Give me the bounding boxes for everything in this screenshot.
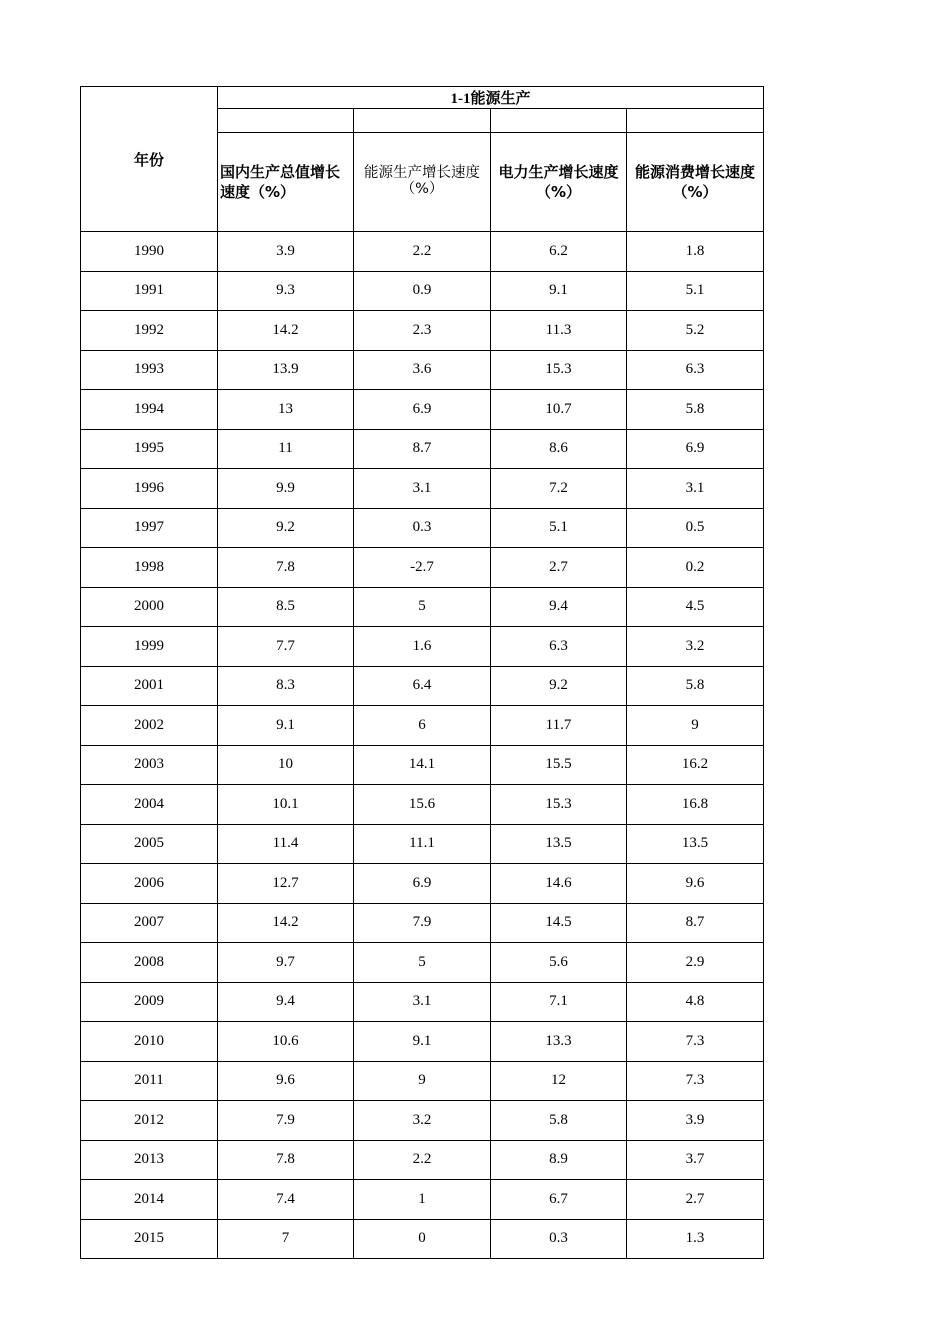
table-row xyxy=(81,232,764,272)
year-cell: 2006 xyxy=(81,864,218,904)
year-cell: 2013 xyxy=(81,1140,218,1180)
gdp-growth-cell: 7.7 xyxy=(218,627,354,667)
table-row xyxy=(81,666,764,706)
power-production-growth-cell: 14.5 xyxy=(491,903,627,943)
energy-production-growth-cell: 14.1 xyxy=(354,745,491,785)
gdp-growth-cell: 9.6 xyxy=(218,1061,354,1101)
energy-production-growth-cell: 0.9 xyxy=(354,271,491,311)
energy-consumption-growth-cell: 5.2 xyxy=(627,311,764,351)
power-production-growth-cell: 11.7 xyxy=(491,706,627,746)
gdp-growth-cell: 10 xyxy=(218,745,354,785)
energy-consumption-growth-cell: 7.3 xyxy=(627,1061,764,1101)
energy-consumption-growth-cell: 5.8 xyxy=(627,666,764,706)
gdp-growth-cell: 10.1 xyxy=(218,785,354,825)
power-production-growth-cell: 11.3 xyxy=(491,311,627,351)
gdp-growth-cell: 12.7 xyxy=(218,864,354,904)
table-row xyxy=(81,548,764,588)
energy-production-growth-cell: 6 xyxy=(354,706,491,746)
power-production-growth-cell: 15.3 xyxy=(491,785,627,825)
energy-production-growth-cell: 9.1 xyxy=(354,1022,491,1062)
energy-production-growth-cell: 5 xyxy=(354,943,491,983)
energy-consumption-growth-cell: 6.3 xyxy=(627,350,764,390)
table-row xyxy=(81,824,764,864)
energy-consumption-growth-cell: 3.9 xyxy=(627,1101,764,1141)
year-cell: 1995 xyxy=(81,429,218,469)
power-production-growth-cell: 8.6 xyxy=(491,429,627,469)
energy-production-growth-cell: 11.1 xyxy=(354,824,491,864)
table-row xyxy=(81,943,764,983)
gdp-growth-cell: 8.5 xyxy=(218,587,354,627)
year-cell: 2007 xyxy=(81,903,218,943)
energy-production-growth-cell: -2.7 xyxy=(354,548,491,588)
energy-production-growth-cell: 6.9 xyxy=(354,390,491,430)
energy-consumption-growth-cell: 2.7 xyxy=(627,1180,764,1220)
power-production-growth-cell: 6.3 xyxy=(491,627,627,667)
power-production-growth-cell: 15.3 xyxy=(491,350,627,390)
energy-production-growth-cell: 8.7 xyxy=(354,429,491,469)
year-cell: 2001 xyxy=(81,666,218,706)
energy-production-growth-cell: 15.6 xyxy=(354,785,491,825)
table-row xyxy=(81,903,764,943)
gdp-growth-cell: 11 xyxy=(218,429,354,469)
year-cell: 1990 xyxy=(81,232,218,272)
year-cell: 1996 xyxy=(81,469,218,509)
power-production-growth-cell: 6.2 xyxy=(491,232,627,272)
energy-consumption-growth-cell: 7.3 xyxy=(627,1022,764,1062)
energy-production-growth-cell: 7.9 xyxy=(354,903,491,943)
year-cell: 1993 xyxy=(81,350,218,390)
energy-production-growth-header: 能源生产增长速度（%） xyxy=(354,133,491,232)
year-cell: 1999 xyxy=(81,627,218,667)
energy-consumption-growth-cell: 8.7 xyxy=(627,903,764,943)
gdp-growth-cell: 9.4 xyxy=(218,982,354,1022)
gdp-growth-cell: 9.1 xyxy=(218,706,354,746)
table-row xyxy=(81,706,764,746)
year-cell: 2010 xyxy=(81,1022,218,1062)
data-table xyxy=(80,86,764,1259)
table-row xyxy=(81,1101,764,1141)
gdp-growth-cell: 14.2 xyxy=(218,903,354,943)
energy-consumption-growth-cell: 2.9 xyxy=(627,943,764,983)
energy-consumption-growth-cell: 16.8 xyxy=(627,785,764,825)
power-production-growth-cell: 14.6 xyxy=(491,864,627,904)
energy-consumption-growth-cell: 16.2 xyxy=(627,745,764,785)
energy-consumption-growth-cell: 1.3 xyxy=(627,1219,764,1259)
energy-production-growth-cell: 2.2 xyxy=(354,1140,491,1180)
year-column-header: 年份 xyxy=(81,87,218,232)
energy-production-growth-cell: 6.4 xyxy=(354,666,491,706)
power-production-growth-cell: 10.7 xyxy=(491,390,627,430)
table-row xyxy=(81,1219,764,1259)
energy-production-growth-cell: 1.6 xyxy=(354,627,491,667)
energy-consumption-growth-cell: 9.6 xyxy=(627,864,764,904)
power-production-growth-cell: 5.1 xyxy=(491,508,627,548)
energy-production-growth-cell: 9 xyxy=(354,1061,491,1101)
year-cell: 1994 xyxy=(81,390,218,430)
table-title: 1-1能源生产 xyxy=(218,87,764,109)
gdp-growth-cell: 7.9 xyxy=(218,1101,354,1141)
power-production-growth-cell: 8.9 xyxy=(491,1140,627,1180)
gdp-growth-header: 国内生产总值增长速度（%） xyxy=(218,133,354,232)
power-production-growth-cell: 15.5 xyxy=(491,745,627,785)
gdp-growth-cell: 13 xyxy=(218,390,354,430)
table-row xyxy=(81,1061,764,1101)
power-production-growth-cell: 5.6 xyxy=(491,943,627,983)
gdp-growth-cell: 9.7 xyxy=(218,943,354,983)
year-cell: 2011 xyxy=(81,1061,218,1101)
energy-production-growth-cell: 3.2 xyxy=(354,1101,491,1141)
year-cell: 2009 xyxy=(81,982,218,1022)
energy-production-growth-cell: 1 xyxy=(354,1180,491,1220)
gdp-growth-cell: 7 xyxy=(218,1219,354,1259)
energy-consumption-growth-cell: 3.7 xyxy=(627,1140,764,1180)
year-cell: 2000 xyxy=(81,587,218,627)
energy-production-growth-cell: 3.6 xyxy=(354,350,491,390)
energy-production-growth-cell: 2.2 xyxy=(354,232,491,272)
gdp-growth-cell: 9.3 xyxy=(218,271,354,311)
energy-production-growth-cell: 2.3 xyxy=(354,311,491,351)
power-production-growth-cell: 13.3 xyxy=(491,1022,627,1062)
energy-consumption-growth-cell: 5.8 xyxy=(627,390,764,430)
energy-production-growth-cell: 0.3 xyxy=(354,508,491,548)
year-cell: 2008 xyxy=(81,943,218,983)
table-row xyxy=(81,508,764,548)
energy-consumption-growth-cell: 4.8 xyxy=(627,982,764,1022)
table-row xyxy=(81,1180,764,1220)
table-row xyxy=(81,785,764,825)
energy-consumption-growth-cell: 4.5 xyxy=(627,587,764,627)
table-row xyxy=(81,429,764,469)
gdp-growth-cell: 3.9 xyxy=(218,232,354,272)
power-production-growth-cell: 9.2 xyxy=(491,666,627,706)
power-production-growth-header: 电力生产增长速度（%） xyxy=(491,133,627,232)
empty-cell xyxy=(627,109,764,133)
energy-production-growth-cell: 3.1 xyxy=(354,469,491,509)
gdp-growth-cell: 10.6 xyxy=(218,1022,354,1062)
gdp-growth-cell: 7.8 xyxy=(218,548,354,588)
empty-cell xyxy=(218,109,354,133)
gdp-growth-cell: 8.3 xyxy=(218,666,354,706)
table-row xyxy=(81,1022,764,1062)
year-cell: 2005 xyxy=(81,824,218,864)
power-production-growth-cell: 9.1 xyxy=(491,271,627,311)
power-production-growth-cell: 2.7 xyxy=(491,548,627,588)
gdp-growth-cell: 13.9 xyxy=(218,350,354,390)
table-row xyxy=(81,864,764,904)
energy-consumption-growth-cell: 0.2 xyxy=(627,548,764,588)
year-cell: 2002 xyxy=(81,706,218,746)
energy-consumption-growth-cell: 1.8 xyxy=(627,232,764,272)
year-cell: 1992 xyxy=(81,311,218,351)
power-production-growth-cell: 7.2 xyxy=(491,469,627,509)
power-production-growth-cell: 6.7 xyxy=(491,1180,627,1220)
energy-consumption-growth-cell: 0.5 xyxy=(627,508,764,548)
year-cell: 2015 xyxy=(81,1219,218,1259)
energy-consumption-growth-cell: 9 xyxy=(627,706,764,746)
power-production-growth-cell: 9.4 xyxy=(491,587,627,627)
year-cell: 2003 xyxy=(81,745,218,785)
energy-production-growth-cell: 6.9 xyxy=(354,864,491,904)
power-production-growth-cell: 0.3 xyxy=(491,1219,627,1259)
power-production-growth-cell: 13.5 xyxy=(491,824,627,864)
year-cell: 2012 xyxy=(81,1101,218,1141)
gdp-growth-cell: 7.8 xyxy=(218,1140,354,1180)
energy-consumption-growth-cell: 3.2 xyxy=(627,627,764,667)
table-row xyxy=(81,390,764,430)
year-cell: 1991 xyxy=(81,271,218,311)
table-row xyxy=(81,350,764,390)
table-row xyxy=(81,271,764,311)
energy-production-growth-cell: 5 xyxy=(354,587,491,627)
year-cell: 2004 xyxy=(81,785,218,825)
table-row xyxy=(81,587,764,627)
table-row xyxy=(81,627,764,667)
energy-consumption-growth-cell: 3.1 xyxy=(627,469,764,509)
energy-consumption-growth-cell: 6.9 xyxy=(627,429,764,469)
empty-cell xyxy=(491,109,627,133)
power-production-growth-cell: 12 xyxy=(491,1061,627,1101)
power-production-growth-cell: 5.8 xyxy=(491,1101,627,1141)
energy-consumption-growth-cell: 5.1 xyxy=(627,271,764,311)
year-cell: 2014 xyxy=(81,1180,218,1220)
energy-production-growth-cell: 3.1 xyxy=(354,982,491,1022)
gdp-growth-cell: 7.4 xyxy=(218,1180,354,1220)
year-cell: 1998 xyxy=(81,548,218,588)
energy-consumption-growth-header: 能源消费增长速度（%） xyxy=(627,133,764,232)
gdp-growth-cell: 9.2 xyxy=(218,508,354,548)
power-production-growth-cell: 7.1 xyxy=(491,982,627,1022)
table-row xyxy=(81,469,764,509)
table-row xyxy=(81,745,764,785)
table-row xyxy=(81,311,764,351)
gdp-growth-cell: 9.9 xyxy=(218,469,354,509)
gdp-growth-cell: 11.4 xyxy=(218,824,354,864)
energy-production-growth-cell: 0 xyxy=(354,1219,491,1259)
table-row xyxy=(81,1140,764,1180)
empty-cell xyxy=(354,109,491,133)
energy-consumption-growth-cell: 13.5 xyxy=(627,824,764,864)
year-cell: 1997 xyxy=(81,508,218,548)
table-row xyxy=(81,982,764,1022)
gdp-growth-cell: 14.2 xyxy=(218,311,354,351)
